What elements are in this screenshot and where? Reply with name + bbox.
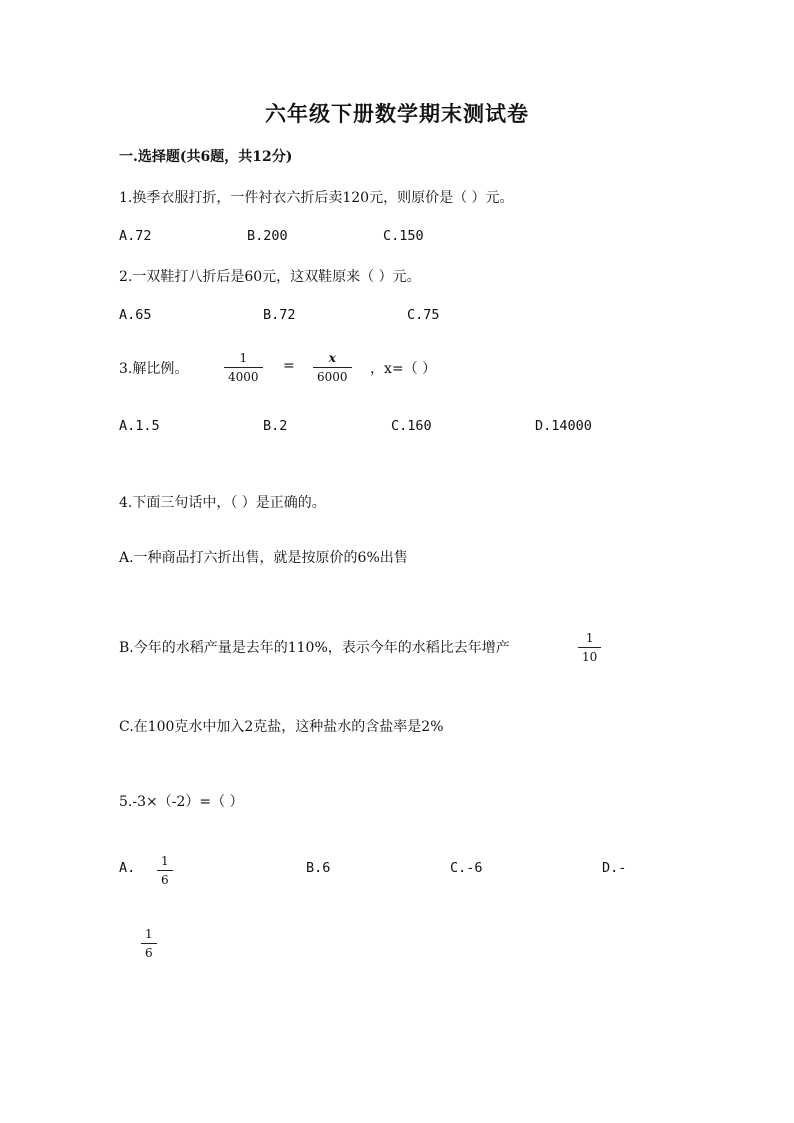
fraction-numerator: 1 bbox=[239, 351, 248, 365]
fraction-denominator: 6 bbox=[161, 873, 169, 887]
question-3-fraction-right bbox=[313, 352, 352, 383]
question-3-equals: = bbox=[283, 358, 295, 374]
question-5-text: 5.-3×（-2）=（ ） bbox=[119, 794, 244, 810]
question-3-option-a[interactable]: A.1.5 bbox=[119, 418, 160, 434]
question-4-option-c[interactable]: C.在100克水中加入2克盐，这种盐水的含盐率是2% bbox=[119, 719, 444, 735]
question-3-fraction-left bbox=[224, 352, 263, 383]
question-3-prefix: 3.解比例。 bbox=[119, 361, 189, 377]
fraction-denominator: 10 bbox=[582, 650, 598, 664]
question-2-text: 2.一双鞋打八折后是60元，这双鞋原来（ ）元。 bbox=[119, 269, 421, 285]
question-3-option-c[interactable]: C.160 bbox=[391, 418, 432, 434]
question-1-option-b[interactable]: B.200 bbox=[247, 228, 288, 244]
question-1-option-a[interactable]: A.72 bbox=[119, 228, 152, 244]
page-title: 六年级下册数学期末测试卷 bbox=[265, 101, 529, 126]
question-3-option-d[interactable]: D.14000 bbox=[535, 418, 592, 434]
question-5-option-a-fraction bbox=[157, 855, 173, 886]
fraction-numerator: 1 bbox=[161, 854, 169, 868]
question-2-option-c[interactable]: C.75 bbox=[407, 307, 440, 323]
question-4-text: 4.下面三句话中，（ ）是正确的。 bbox=[119, 495, 326, 511]
question-4-option-a[interactable]: A.一种商品打六折出售，就是按原价的6%出售 bbox=[119, 550, 408, 566]
question-3-option-b[interactable]: B.2 bbox=[263, 418, 288, 434]
fraction-denominator: 6000 bbox=[317, 370, 348, 384]
fraction-denominator: 6 bbox=[145, 946, 153, 960]
question-5-option-d[interactable]: D.- bbox=[602, 860, 627, 876]
fraction-numerator: x bbox=[328, 351, 336, 365]
question-2-option-b[interactable]: B.72 bbox=[263, 307, 296, 323]
question-5-option-a[interactable]: A. bbox=[119, 860, 136, 876]
question-4-option-b[interactable]: B.今年的水稻产量是去年的110%，表示今年的水稻比去年增产 bbox=[119, 640, 510, 656]
question-3-suffix: ，x=（ ） bbox=[370, 361, 437, 377]
question-5-option-c[interactable]: C.-6 bbox=[450, 860, 483, 876]
fraction-numerator: 1 bbox=[585, 631, 594, 645]
question-2-option-a[interactable]: A.65 bbox=[119, 307, 152, 323]
fraction-denominator: 4000 bbox=[228, 370, 259, 384]
fraction-numerator: 1 bbox=[145, 927, 153, 941]
question-1-text: 1.换季衣服打折，一件衬衣六折后卖120元，则原价是（ ）元。 bbox=[119, 190, 514, 206]
question-5-option-d-fraction bbox=[141, 928, 157, 959]
question-4-option-b-fraction bbox=[578, 632, 601, 663]
section-heading: 一.选择题(共6题，共12分) bbox=[119, 149, 293, 165]
question-1-option-c[interactable]: C.150 bbox=[383, 228, 424, 244]
question-5-option-b[interactable]: B.6 bbox=[306, 860, 331, 876]
